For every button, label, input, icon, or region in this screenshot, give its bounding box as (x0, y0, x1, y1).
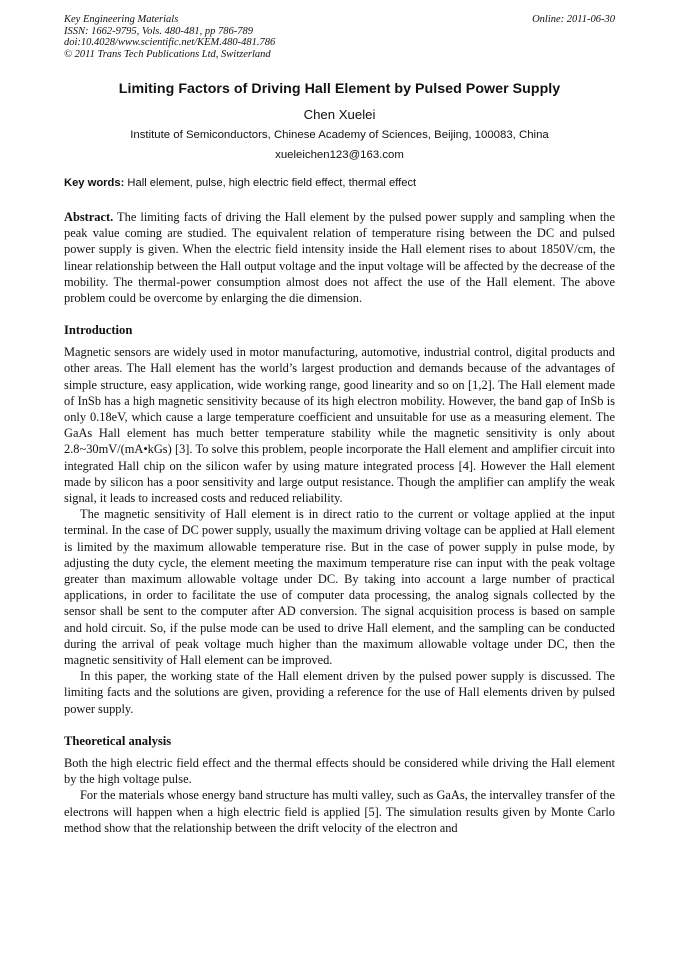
paper-page (64, 14, 615, 836)
intro-paragraph-3: In this paper, the working state of the Hall element driven by the pulsed power supply is discussed. The limiting facts and the solutions are given, providing a reference for the use of Hall elements driven by pulsed power supply. (64, 669, 615, 716)
doi-line: doi:10.4028/www.scientific.net/KEM.480-481.786 (64, 37, 276, 48)
abstract-label: Abstract. (64, 210, 114, 224)
author-email: xueleichen123@163.com (275, 149, 404, 161)
copyright-line: © 2011 Trans Tech Publications Ltd, Switzerland (64, 48, 271, 60)
theory-paragraph-2: For the materials whose energy band structure has multi valley, such as GaAs, the intervalley transfer of the electrons will happen when a high electric field is applied [5]. The simulation results given by Monte Carlo method show that the relationship between the drift velocity of the electron and (64, 788, 615, 835)
section-heading-theoretical-analysis: Theoretical analysis (64, 733, 172, 748)
keywords-label: Key words: (64, 177, 125, 189)
intro-paragraph-1: Magnetic sensors are widely used in motor manufacturing, automotive, industrial control, digital products and other areas. The Hall element has the world’s largest production and demands because of the advantages of simple structure, easy application, wide working range, good linearity and so on [1,2]. The Hall element made of InSb has a high magnetic sensitivity because of its high electron mobility. However, the band gap of InSb is only 0.18eV, which cause a large temperature coefficient and unsuitable for use as a measuring element. The GaAs Hall element has much better temperature stability while the magnetic sensitivity is only about 2.8~30mV/(mA•kGs) [3]. To solve this problem, people incorporate the Hall element and amplifier circuit into integrated Hall chip on the silicon wafer by using mature integrated process [4]. However the Hall element made by silicon has a poor sensitivity and large output resistance. Though the amplifier can amplify the weak signal, it leads to increased costs and reduced reliability. (64, 345, 615, 506)
intro-paragraph-2: The magnetic sensitivity of Hall element is in direct ratio to the current or voltage applied at the input terminal. In the case of DC power supply, usually the maximum driving voltage can be applied at Hall element is limited by the maximum allowable temperature rise. But in the case of power supply in pulse mode, by adjusting the duty cycle, the element meeting the maximum temperature rise can input with the peak voltage greater than maximum allowable voltage under DC. By taking into account a large number of practical applications, in order to facilitate the use of computer data processing, the analog signals collected by the sensor shall be sent to the computer after AD conversion. The signal acquisition process is based on sample and hold circuit. So, if the pulse mode can be used to drive Hall element, and the sampling can be conducted during the arrival of peak voltage much higher than the maximum allowable voltage under DC, then the magnetic sensitivity of Hall element can be improved. (64, 507, 615, 668)
paper-title: Limiting Factors of Driving Hall Element by Pulsed Power Supply (118, 81, 561, 97)
journal-header (64, 14, 615, 60)
keywords-text: Hall element, pulse, high electric field effect, thermal effect (124, 177, 417, 189)
issn-line: ISSN: 1662-9795, Vols. 480-481, pp 786-789 (64, 25, 253, 37)
theory-paragraph-1: Both the high electric field effect and the thermal effects should be considered while driving the Hall element by the high voltage pulse. (64, 755, 615, 787)
abstract (64, 209, 615, 306)
author-affiliation: Institute of Semiconductors, Chinese Academy of Sciences, Beijing, 100083, China (130, 129, 549, 141)
online-date: Online: 2011-06-30 (532, 14, 615, 25)
author-name: Chen Xuelei (303, 107, 376, 122)
journal-name: Key Engineering Materials (64, 14, 179, 25)
abstract-text: The limiting facts of driving the Hall element by the pulsed power supply and sampling when the peak value coming are studied. The equivalent relation of temperature rising between the DC and pulsed power supply is given. When the electric field intensity inside the Hall element rises to about 1850V/cm, the linear relationship between the Hall output voltage and the input voltage will be affected by the decrease of the mobility. The thermal-power consumption almost does not affect the use of the Hall element. The above problem could be overcome by enlarging the die dimension. (64, 210, 615, 306)
section-heading-introduction: Introduction (64, 323, 133, 338)
keywords (64, 177, 615, 189)
